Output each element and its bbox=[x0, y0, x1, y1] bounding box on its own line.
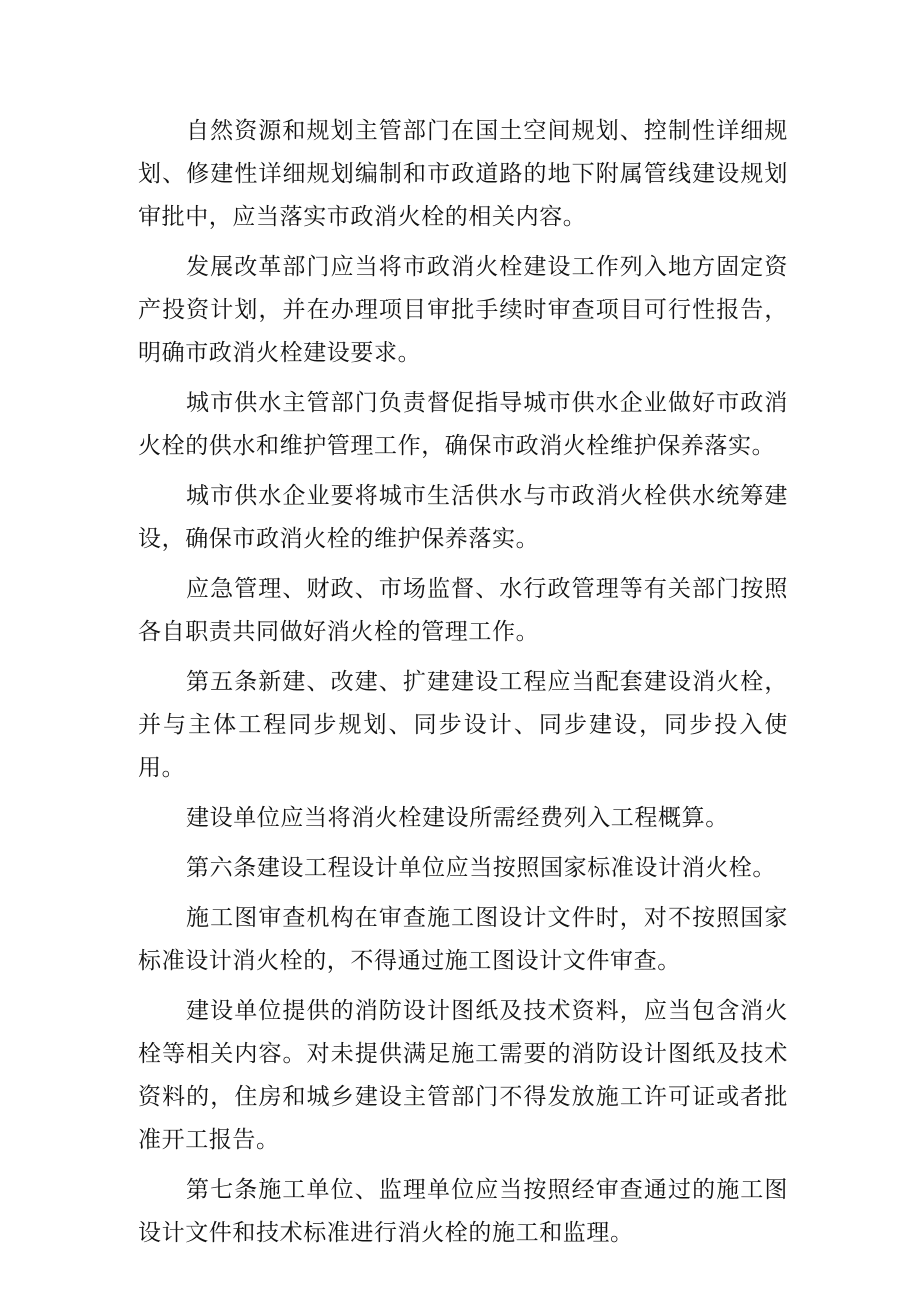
paragraph-design-materials: 建设单位提供的消防设计图纸及技术资料，应当包含消火栓等相关内容。对未提供满足施工需要的消防设计图纸及技术资料的，住房和城乡建设主管部门不得发放施工许可证或者批准开工报告。 bbox=[138, 998, 788, 1153]
paragraph-planning-departments: 自然资源和规划主管部门在国土空间规划、控制性详细规划、修建性详细规划编制和市政道路的地下附属管线建设规划审批中，应当落实市政消火栓的相关内容。 bbox=[138, 118, 788, 230]
paragraph-other-departments: 应急管理、财政、市场监督、水行政管理等有关部门按照各自职责共同做好消火栓的管理工作。 bbox=[138, 576, 788, 645]
paragraph-construction-budget: 建设单位应当将消火栓建设所需经费列入工程概算。 bbox=[186, 805, 729, 831]
paragraph-water-supply-authority: 城市供水主管部门负责督促指导城市供水企业做好市政消火栓的供水和维护管理工作，确保市政消火栓维护保养落实。 bbox=[138, 390, 788, 459]
paragraph-development-reform: 发展改革部门应当将市政消火栓建设工作列入地方固定资产投资计划，并在办理项目审批手续时审查项目可行性报告，明确市政消火栓建设要求。 bbox=[138, 254, 788, 366]
paragraph-water-supply-enterprise: 城市供水企业要将城市生活供水与市政消火栓供水统筹建设，确保市政消火栓的维护保养落实。 bbox=[138, 483, 788, 552]
paragraph-article-6: 第六条建设工程设计单位应当按照国家标准设计消火栓。 bbox=[186, 855, 776, 881]
document-body bbox=[138, 110, 788, 1262]
paragraph-article-7: 第七条施工单位、监理单位应当按照经审查通过的施工图设计文件和技术标准进行消火栓的施工和监理。 bbox=[138, 1177, 788, 1246]
paragraph-article-5: 第五条新建、改建、扩建建设工程应当配套建设消火栓，并与主体工程同步规划、同步设计、同步建设，同步投入使用。 bbox=[138, 669, 788, 781]
paragraph-drawing-review: 施工图审查机构在审查施工图设计文件时，对不按照国家标准设计消火栓的，不得通过施工图设计文件审查。 bbox=[138, 905, 788, 974]
